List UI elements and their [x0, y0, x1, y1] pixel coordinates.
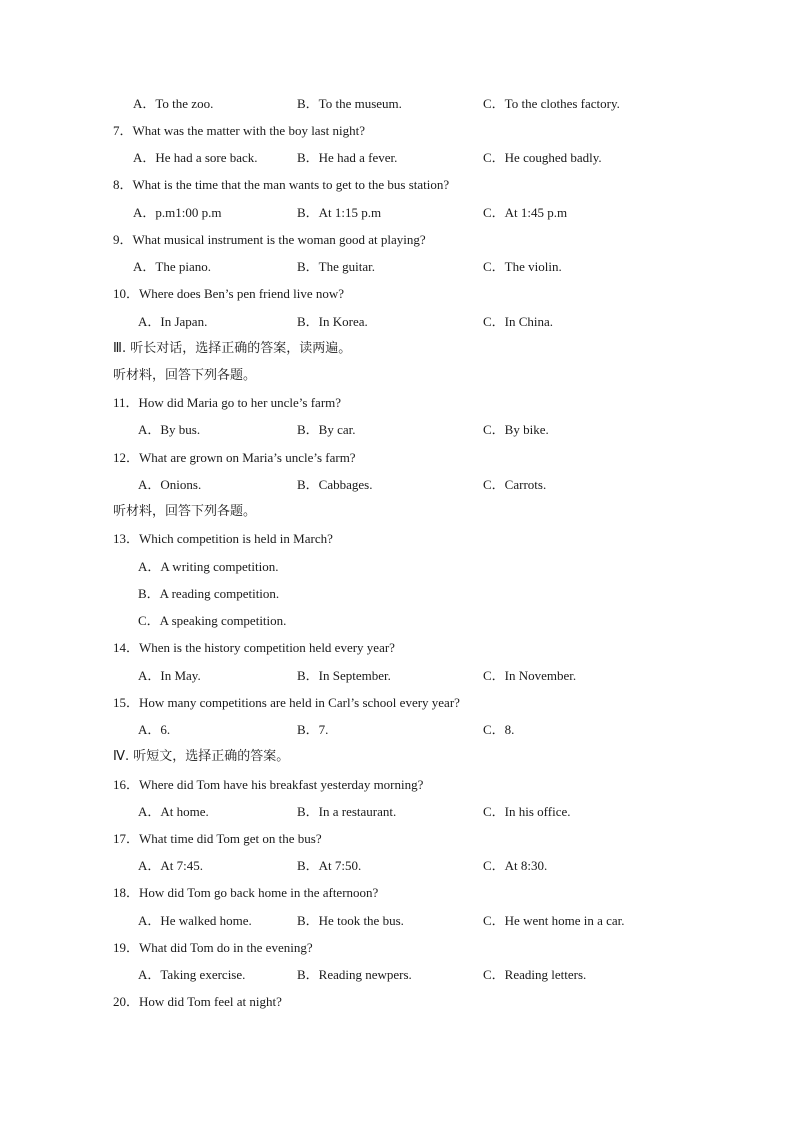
q9-option-b: B．The guitar.: [297, 259, 375, 274]
q8-text: 8．What is the time that the man wants to get to the bus station?: [113, 177, 450, 192]
q18-option-c: C．He went home in a car.: [483, 913, 625, 928]
q14-option-a: A．In May.: [138, 668, 201, 683]
q14-text: 14．When is the history competition held every year?: [113, 640, 395, 655]
q18-question: [0, 883, 794, 903]
q18-option-b: B．He took the bus.: [297, 913, 404, 928]
section-3-intro-text-1: 听材料，回答下列各题。: [113, 368, 257, 383]
q12-option-a: A．Onions.: [138, 477, 202, 492]
q9-option-c: C．The violin.: [483, 259, 562, 274]
q15-option-a: A．6.: [138, 722, 171, 737]
q15-options: [0, 720, 794, 740]
q18-text: 18．How did Tom go back home in the afternoon?: [113, 885, 379, 900]
q8-question: [0, 175, 794, 195]
section-3-intro-2: [0, 502, 794, 522]
q13-option-c-row: [0, 611, 794, 631]
q19-options: [0, 965, 794, 985]
q17-option-b: B．At 7:50.: [297, 858, 362, 873]
q16-option-a: A．At home.: [138, 804, 209, 819]
q9-text: 9．What musical instrument is the woman good at playing?: [113, 232, 426, 247]
q10-option-b: B．In Korea.: [297, 314, 368, 329]
q12-option-b: B．Cabbages.: [297, 477, 373, 492]
q7-option-c: C．He coughed badly.: [483, 150, 602, 165]
q7-option-a: A．He had a sore back.: [133, 150, 258, 165]
q6-option-a: A．To the zoo.: [133, 96, 214, 111]
q17-option-c: C．At 8:30.: [483, 858, 548, 873]
q16-text: 16．Where did Tom have his breakfast yesterday morning?: [113, 777, 424, 792]
q15-text: 15．How many competitions are held in Carl’s school every year?: [113, 695, 460, 710]
q8-option-a: A．p.m1:00 p.m: [133, 205, 222, 220]
q7-options: [0, 148, 794, 168]
q10-option-a: A．In Japan.: [138, 314, 208, 329]
q14-options: [0, 666, 794, 686]
q8-option-b: B．At 1:15 p.m: [297, 205, 382, 220]
q14-option-b: B．In September.: [297, 668, 391, 683]
q19-option-a: A．Taking exercise.: [138, 967, 246, 982]
q7-option-b: B．He had a fever.: [297, 150, 398, 165]
section-3-title: Ⅲ. 听长对话，选择正确的答案，读两遍。: [113, 341, 352, 356]
q12-option-c: C．Carrots.: [483, 477, 547, 492]
q15-question: [0, 693, 794, 713]
q9-option-a: A．The piano.: [133, 259, 211, 274]
q17-text: 17．What time did Tom get on the bus?: [113, 831, 322, 846]
q20-question: [0, 992, 794, 1012]
q14-option-c: C．In November.: [483, 668, 577, 683]
q12-options: [0, 475, 794, 495]
section-4-title: Ⅳ. 听短文，选择正确的答案。: [113, 749, 290, 764]
q13-question: [0, 529, 794, 549]
q6-option-b: B．To the museum.: [297, 96, 402, 111]
q19-option-b: B．Reading newpers.: [297, 967, 412, 982]
q19-text: 19．What did Tom do in the evening?: [113, 940, 313, 955]
q16-option-b: B．In a restaurant.: [297, 804, 397, 819]
q12-question: [0, 448, 794, 468]
q8-option-c: C．At 1:45 p.m: [483, 205, 568, 220]
q17-option-a: A．At 7:45.: [138, 858, 204, 873]
q13-option-b-row: [0, 584, 794, 604]
q12-text: 12．What are grown on Maria’s uncle’s farm?: [113, 450, 356, 465]
q11-options: [0, 420, 794, 440]
q9-question: [0, 230, 794, 250]
q17-question: [0, 829, 794, 849]
q11-question: [0, 393, 794, 413]
q7-question: [0, 121, 794, 141]
section-3-heading: [0, 339, 794, 359]
q19-option-c: C．Reading letters.: [483, 967, 587, 982]
q15-option-c: C．8.: [483, 722, 515, 737]
q10-option-c: C．In China.: [483, 314, 554, 329]
section-4-heading: [0, 747, 794, 767]
q7-text: 7．What was the matter with the boy last night?: [113, 123, 365, 138]
q13-option-a-row: [0, 557, 794, 577]
q13-option-c: C．A speaking competition.: [138, 613, 287, 628]
q14-question: [0, 638, 794, 658]
q11-option-b: B．By car.: [297, 422, 356, 437]
q17-options: [0, 856, 794, 876]
q10-options: [0, 312, 794, 332]
section-3-intro-1: [0, 366, 794, 386]
q9-options: [0, 257, 794, 277]
q19-question: [0, 938, 794, 958]
section-3-intro-text-2: 听材料，回答下列各题。: [113, 504, 257, 519]
q8-options: [0, 203, 794, 223]
q10-text: 10．Where does Ben’s pen friend live now?: [113, 286, 345, 301]
q16-question: [0, 775, 794, 795]
q13-option-a: A．A writing competition.: [138, 559, 279, 574]
q6-option-c: C．To the clothes factory.: [483, 96, 620, 111]
q18-option-a: A．He walked home.: [138, 913, 252, 928]
q16-options: [0, 802, 794, 822]
q11-option-a: A．By bus.: [138, 422, 201, 437]
q6-options: [0, 94, 794, 114]
q16-option-c: C．In his office.: [483, 804, 571, 819]
q13-text: 13．Which competition is held in March?: [113, 531, 333, 546]
q10-question: [0, 284, 794, 304]
q13-option-b: B．A reading competition.: [138, 586, 280, 601]
q20-text: 20．How did Tom feel at night?: [113, 994, 282, 1009]
q18-options: [0, 911, 794, 931]
q11-option-c: C．By bike.: [483, 422, 549, 437]
q11-text: 11．How did Maria go to her uncle’s farm?: [113, 395, 342, 410]
q15-option-b: B．7.: [297, 722, 329, 737]
